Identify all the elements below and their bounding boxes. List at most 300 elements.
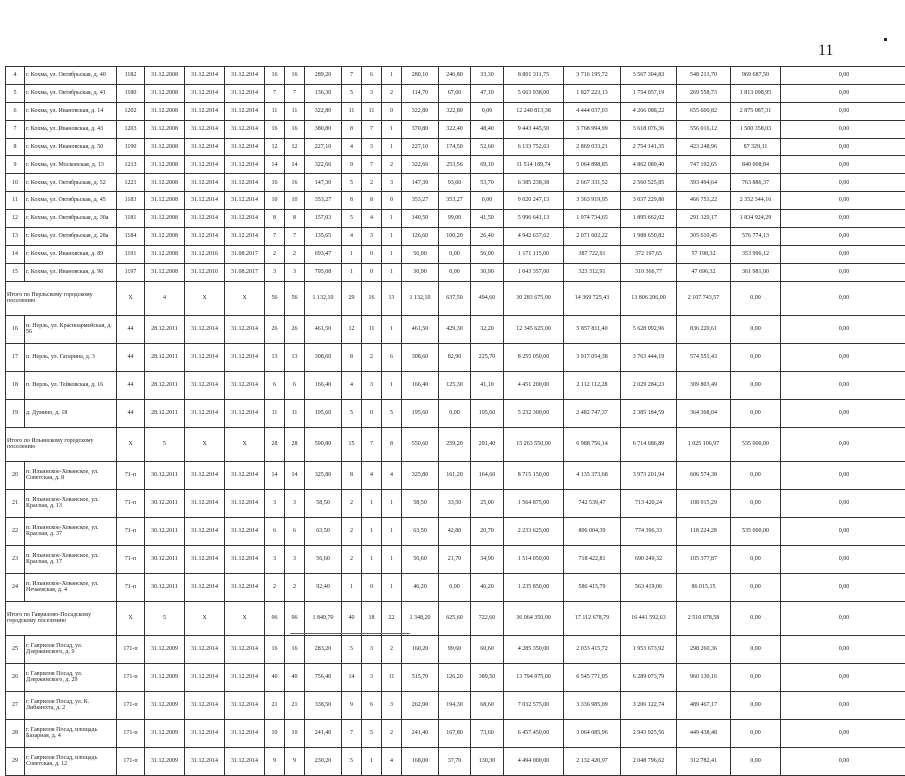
table-cell: 31.12.2014 (185, 489, 225, 517)
table-row (6, 315, 905, 343)
table-cell: 31.12.2014 (225, 747, 265, 775)
table-cell: 1180 (117, 84, 145, 102)
table-cell: 2 (342, 545, 362, 573)
table-cell: 14 (342, 663, 362, 691)
table-cell: 30.12.2011 (145, 545, 185, 573)
address-cell: г. Кохма, ул. Октябрьская, д. 30а (25, 210, 117, 228)
table-cell: X (225, 427, 265, 461)
table-cell: 31.12.2014 (225, 489, 265, 517)
table-cell: 6 545 771,05 (564, 663, 621, 691)
table-cell: 0,00 (781, 461, 905, 489)
page-number: 11 (818, 42, 833, 60)
table-cell: 3 618 076,36 (621, 120, 677, 138)
address-cell: п. Нерль, ул. Гагарина, д. 3 (25, 343, 117, 371)
table-cell: 0 (362, 399, 382, 427)
table-cell: 8 255 050,00 (504, 343, 564, 371)
table-cell: 160,20 (402, 635, 439, 663)
table-cell: 31.12.2014 (225, 174, 265, 192)
table-cell: 6 457 450,00 (504, 719, 564, 747)
row-number: 5 (6, 84, 25, 102)
table-cell: 353 996,12 (731, 245, 781, 263)
row-number: 23 (6, 545, 25, 573)
table-cell: 7 (362, 120, 382, 138)
table-cell: 269 558,73 (677, 84, 731, 102)
table-cell: 5 232 300,00 (504, 399, 564, 427)
address-cell: п. Ильинское-Хованское, ул. Нечаевская, д. 4 (25, 573, 117, 601)
table-cell: 40 (342, 601, 362, 635)
table-cell: 4 444 037,03 (564, 102, 621, 120)
table-cell: X (117, 601, 145, 635)
table-cell: 171-п (117, 635, 145, 663)
address-cell: п. Нерль, ул. Красноармейская, д. 56 (25, 315, 117, 343)
table-cell: 0,00 (731, 281, 781, 315)
table-cell: 0,00 (781, 427, 905, 461)
table-row (6, 174, 905, 192)
table-cell: 1 (382, 228, 402, 246)
table-cell: 7 (265, 84, 285, 102)
table-cell: 44 (117, 343, 145, 371)
table-cell: 0,00 (781, 343, 905, 371)
table-cell: 3 (362, 84, 382, 102)
table-cell: 693,47 (305, 245, 342, 263)
table-cell: 31.12.2014 (185, 635, 225, 663)
table-cell: 0,00 (781, 102, 905, 120)
table-cell: 2 048 796,62 (621, 747, 677, 775)
table-cell: 114,70 (402, 84, 439, 102)
table-cell: 2 (362, 343, 382, 371)
table-cell: 171-п (117, 691, 145, 719)
table-cell: 6 (265, 517, 285, 545)
table-cell: 12 240 813,38 (504, 102, 564, 120)
table-cell: 31.12.2008 (145, 138, 185, 156)
table-cell: 2 112 112,28 (564, 371, 621, 399)
table-cell: 31.12.2014 (185, 545, 225, 573)
table-cell: 99,60 (439, 635, 471, 663)
row-number: 16 (6, 315, 25, 343)
table-cell: 125,30 (439, 371, 471, 399)
table-cell: 31.12.2009 (145, 747, 185, 775)
table-cell: 31.12.2014 (185, 399, 225, 427)
table-cell: 4 (362, 461, 382, 489)
table-cell: 393 494,64 (677, 174, 731, 192)
table-cell: 31.12.2014 (225, 315, 265, 343)
table-cell: 3 064 085,96 (564, 719, 621, 747)
table-cell: 6 (285, 371, 305, 399)
table-cell: 353,27 (305, 192, 342, 210)
table-cell: 10 (265, 719, 285, 747)
table-cell: 42,80 (439, 517, 471, 545)
table-cell: 31.12.2014 (185, 719, 225, 747)
table-cell: 338,50 (305, 691, 342, 719)
table-cell: 1 (382, 489, 402, 517)
table-cell: 1 025 106,97 (677, 427, 731, 461)
table-cell: 31.12.2014 (225, 371, 265, 399)
table-cell: 1213 (117, 156, 145, 174)
table-cell: 713 420,24 (621, 489, 677, 517)
table-cell: 2 033 415,72 (564, 635, 621, 663)
table-cell: 31.12.2014 (225, 228, 265, 246)
table-cell: 2 (382, 635, 402, 663)
subtotal-label: Итого по Гаврилово-Посадскому городскому поселению (6, 601, 117, 635)
table-row (6, 573, 905, 601)
table-cell: 535 000,00 (731, 427, 781, 461)
table-cell: 8 (342, 192, 362, 210)
table-cell: 1 813 098,95 (731, 84, 781, 102)
table-cell: 2 029 284,23 (621, 371, 677, 399)
table-cell: 168,00 (402, 747, 439, 775)
row-number: 22 (6, 517, 25, 545)
table-cell: 6 385 238,38 (504, 174, 564, 192)
table-cell: 3 (285, 489, 305, 517)
table-cell: 21 (285, 691, 305, 719)
table-cell: 31.12.2014 (225, 210, 265, 228)
table-cell: 7 (362, 427, 382, 461)
table-cell: 4 942 637,62 (504, 228, 564, 246)
table-row (6, 156, 905, 174)
table-cell: 30.12.2011 (145, 461, 185, 489)
table-cell: 0,00 (781, 489, 905, 517)
table-cell: 167,80 (439, 719, 471, 747)
table-cell: 130,30 (471, 747, 504, 775)
table-cell: 31.12.2014 (185, 120, 225, 138)
table-cell: 31.12.2008 (145, 228, 185, 246)
table-cell: 4 266 088,22 (621, 102, 677, 120)
table-cell: 3 768 994,99 (564, 120, 621, 138)
row-number: 7 (6, 120, 25, 138)
table-cell: 7 (362, 156, 382, 174)
table-cell: 195,60 (402, 399, 439, 427)
table-row (6, 663, 905, 691)
table-row (6, 228, 905, 246)
table-row (6, 371, 905, 399)
table-cell: 41,50 (471, 210, 504, 228)
table-cell: 576 774,13 (731, 228, 781, 246)
table-cell: 1 (362, 747, 382, 775)
table-cell: 16 (285, 174, 305, 192)
table-cell: 3 336 985,09 (564, 691, 621, 719)
table-cell: 31.12.2014 (185, 747, 225, 775)
table-cell: 71-п (117, 517, 145, 545)
table-cell: 0,00 (781, 245, 905, 263)
table-cell: 637,50 (439, 281, 471, 315)
table-cell: 323 312,91 (564, 263, 621, 281)
row-number: 10 (6, 174, 25, 192)
table-cell: 164,60 (471, 461, 504, 489)
table-cell: 9 (342, 156, 362, 174)
table-cell: 14 369 725,43 (564, 281, 621, 315)
subtotal-row (6, 281, 905, 315)
table-cell: 44 (117, 399, 145, 427)
table-cell: 13 794 975,00 (504, 663, 564, 691)
table-cell: 7 (285, 84, 305, 102)
address-cell: г. Кохма, ул. Ивановская, д. 50 (25, 138, 117, 156)
row-number: 6 (6, 102, 25, 120)
table-cell: 1182 (117, 67, 145, 85)
table-cell: 322,80 (305, 102, 342, 120)
table-cell: 6 133 752,63 (504, 138, 564, 156)
table-cell: 31.12.2014 (225, 691, 265, 719)
table-cell: 31.12.2014 (185, 461, 225, 489)
table-cell: 1 834 924,29 (731, 210, 781, 228)
table-cell: 69,10 (471, 156, 504, 174)
table-cell: 0 (362, 573, 382, 601)
table-cell: 13 806 206,00 (621, 281, 677, 315)
table-cell: 13 (382, 281, 402, 315)
table-cell: 16 (285, 67, 305, 85)
table-cell: 68,60 (471, 691, 504, 719)
table-cell: 31.12.2014 (225, 138, 265, 156)
table-cell: 1 348,20 (402, 601, 439, 635)
address-cell: г. Кохма, ул. Ивановская, д. 14 (25, 102, 117, 120)
table-cell: 2 352 344,16 (731, 192, 781, 210)
table-cell: 6 (285, 517, 305, 545)
table-cell: 7 (342, 67, 362, 85)
table-cell: 31.12.2008 (145, 84, 185, 102)
table-cell: 31.12.2014 (225, 102, 265, 120)
table-cell: 2 071 602,22 (564, 228, 621, 246)
table-cell: 33,50 (439, 489, 471, 517)
table-cell: 31.08.2017 (225, 263, 265, 281)
table-cell: 10 (285, 719, 305, 747)
table-cell: 325,80 (402, 461, 439, 489)
address-cell: п. Ильинское-Хованское, ул. Красная, д. 37 (25, 517, 117, 545)
table-cell: 0,00 (731, 343, 781, 371)
table-cell: 3 917 054,38 (564, 343, 621, 371)
table-cell: 16 (265, 174, 285, 192)
table-cell: 3 763 444,19 (621, 343, 677, 371)
table-cell: 291 320,17 (677, 210, 731, 228)
table-cell: 8 (342, 120, 362, 138)
table-cell: 4 285 350,00 (504, 635, 564, 663)
table-cell: 28.12.2011 (145, 315, 185, 343)
table-cell: 449 438,48 (677, 719, 731, 747)
table-cell: 246,80 (439, 67, 471, 85)
table-cell: 31.12.2014 (185, 84, 225, 102)
row-number: 14 (6, 245, 25, 263)
table-cell: 34,90 (471, 545, 504, 573)
table-cell: 4 (342, 371, 362, 399)
table-cell: 4 (145, 281, 185, 315)
table-cell: 31.12.2014 (185, 343, 225, 371)
table-cell: 9 (342, 691, 362, 719)
table-cell: 31.12.2014 (225, 84, 265, 102)
table-cell: 370,80 (402, 120, 439, 138)
table-cell: 37,70 (439, 747, 471, 775)
address-cell: г. Кохма, ул. Октябрьская, д. 45 (25, 192, 117, 210)
table-cell: 1197 (117, 263, 145, 281)
table-cell: 47 696,32 (677, 263, 731, 281)
row-number: 4 (6, 67, 25, 85)
table-cell: 0 (362, 245, 382, 263)
table-cell: 26 (265, 315, 285, 343)
table-cell: 10 (265, 192, 285, 210)
table-cell: 489 467,17 (677, 691, 731, 719)
table-cell: 31.12.2008 (145, 67, 185, 85)
table-cell: 16 (265, 120, 285, 138)
table-row (6, 461, 905, 489)
scan-mark (884, 38, 887, 41)
table-row (6, 120, 905, 138)
table-cell: 0,00 (731, 601, 781, 635)
table-cell: 387 722,91 (564, 245, 621, 263)
table-cell: 105 377,87 (677, 545, 731, 573)
table-cell: 1221 (117, 174, 145, 192)
table-cell: 1 500 358,03 (731, 120, 781, 138)
table-cell: 0,00 (781, 747, 905, 775)
table-cell: 8 (342, 461, 362, 489)
table-cell: 308,60 (402, 343, 439, 371)
table-cell: 3 (285, 545, 305, 573)
table-cell: 96 (285, 601, 305, 635)
table-cell: 0,00 (781, 156, 905, 174)
table-cell: 5 (362, 719, 382, 747)
table-cell: 31.12.2014 (225, 461, 265, 489)
table-cell: 0,00 (781, 281, 905, 315)
table-cell: 0,00 (781, 691, 905, 719)
table-cell: 322,66 (402, 156, 439, 174)
table-cell: 625,60 (439, 601, 471, 635)
row-number: 27 (6, 691, 25, 719)
table-cell: 56 (265, 281, 285, 315)
table-row (6, 210, 905, 228)
table-cell: 0,00 (731, 635, 781, 663)
table-cell: 429,30 (439, 315, 471, 343)
table-cell: 16 441 592,63 (621, 601, 677, 635)
table-cell: 108 915,29 (677, 489, 731, 517)
table-cell: 1 988 650,82 (621, 228, 677, 246)
table-cell: 461,50 (402, 315, 439, 343)
table-cell: 31.08.2017 (225, 245, 265, 263)
table-cell: 47,10 (471, 84, 504, 102)
table-row (6, 102, 905, 120)
table-cell: 31.12.2008 (145, 102, 185, 120)
table-cell: 5 (342, 84, 362, 102)
table-cell: 3 (362, 635, 382, 663)
table-row (6, 67, 905, 85)
table-cell: 4 (382, 461, 402, 489)
table-cell: 515,70 (402, 663, 439, 691)
table-cell: 2 385 184,59 (621, 399, 677, 427)
table-cell: 535 000,00 (731, 517, 781, 545)
table-cell: 0,00 (781, 399, 905, 427)
table-cell: 5 064 898,85 (564, 156, 621, 174)
table-cell: 31.12.2009 (145, 635, 185, 663)
housing-program-table (5, 66, 887, 776)
table-row (6, 489, 905, 517)
subtotal-row (6, 427, 905, 461)
table-cell: 31.12.2014 (185, 228, 225, 246)
table-cell: 0,00 (439, 245, 471, 263)
table-cell: 1 514 050,00 (504, 545, 564, 573)
table-cell: 0 (362, 263, 382, 281)
table-cell: 6 289 073,79 (621, 663, 677, 691)
table-cell: 5 (342, 635, 362, 663)
table-cell: 806 004,39 (564, 517, 621, 545)
table-cell: 3 (265, 545, 285, 573)
table-cell: 13 (285, 343, 305, 371)
address-cell: г. Кохма, ул. Ивановская, д. 89 (25, 245, 117, 263)
table-cell: 82,90 (439, 343, 471, 371)
address-cell: г. Гаврилов Посад, ул. Дзержинского, д. 29 (25, 663, 117, 691)
table-cell: 9 020 247,13 (504, 192, 564, 210)
table-cell: 32,20 (471, 315, 504, 343)
table-cell: 548 213,70 (677, 67, 731, 85)
table-cell: 241,40 (305, 719, 342, 747)
table-cell: 1181 (117, 210, 145, 228)
table-cell: 1 (382, 315, 402, 343)
table-cell: 48,40 (471, 120, 504, 138)
table-cell: 0,00 (781, 601, 905, 635)
table-cell: 3 (362, 371, 382, 399)
row-number: 19 (6, 399, 25, 427)
table-cell: 31.12.2008 (145, 192, 185, 210)
table-cell: 11 (265, 102, 285, 120)
table-cell: 7 (342, 719, 362, 747)
table-cell: 31.12.2014 (225, 517, 265, 545)
table-cell: 361 981,00 (731, 263, 781, 281)
subtotal-label: Итого по Нерльскому городскому поселению (6, 281, 117, 315)
table-row (6, 517, 905, 545)
table-cell: 2 667 331,52 (564, 174, 621, 192)
address-cell: г. Кохма, ул. Октябрьская, д. 52 (25, 174, 117, 192)
table-cell: 0,00 (731, 489, 781, 517)
address-cell: г. Кохма, ул. Октябрьская, д. 41 (25, 84, 117, 102)
footer-line (290, 633, 410, 634)
table-cell: 67,60 (439, 84, 471, 102)
table-cell: 29 (342, 281, 362, 315)
table-cell: 322,80 (402, 102, 439, 120)
table-cell: 4 494 000,00 (504, 747, 564, 775)
table-cell: 3 (285, 263, 305, 281)
table-cell: 1 (342, 245, 362, 263)
table-cell: 0,00 (471, 102, 504, 120)
table-cell: 0,00 (781, 192, 905, 210)
table-cell: 1 (382, 67, 402, 85)
table-cell: 3 363 919,95 (564, 192, 621, 210)
address-cell: г. Кохма, ул. Московская, д. 13 (25, 156, 117, 174)
table-cell: 0,00 (781, 210, 905, 228)
table-cell: 100,20 (439, 228, 471, 246)
table-cell: 33,30 (471, 67, 504, 85)
table-cell: 1 (382, 263, 402, 281)
table-cell: 2 (265, 573, 285, 601)
table-cell: 795,08 (305, 263, 342, 281)
table-cell: 12 (342, 315, 362, 343)
row-number: 9 (6, 156, 25, 174)
table-cell: 1183 (117, 192, 145, 210)
table-cell: 5 (342, 747, 362, 775)
table-cell: 31.12.2014 (225, 663, 265, 691)
table-cell: 0,00 (781, 228, 905, 246)
table-cell: 1 754 057,19 (621, 84, 677, 102)
table-cell: 31.12.2016 (185, 263, 225, 281)
table-cell: 1 (382, 120, 402, 138)
table-cell: 969 687,50 (731, 67, 781, 85)
table-cell: 3 (362, 138, 382, 156)
table-cell: X (185, 427, 225, 461)
table-cell: 71-п (117, 461, 145, 489)
table-cell: 0 (382, 102, 402, 120)
table-cell: 5 (342, 210, 362, 228)
table-cell: 71-п (117, 545, 145, 573)
table-cell: 0,00 (731, 371, 781, 399)
table-cell: 2 (382, 719, 402, 747)
table-cell: 280,10 (402, 67, 439, 85)
table-cell: 2 (285, 245, 305, 263)
table-cell: 283,20 (305, 635, 342, 663)
table-cell: 1 849,70 (305, 601, 342, 635)
table-cell: 6 (265, 371, 285, 399)
